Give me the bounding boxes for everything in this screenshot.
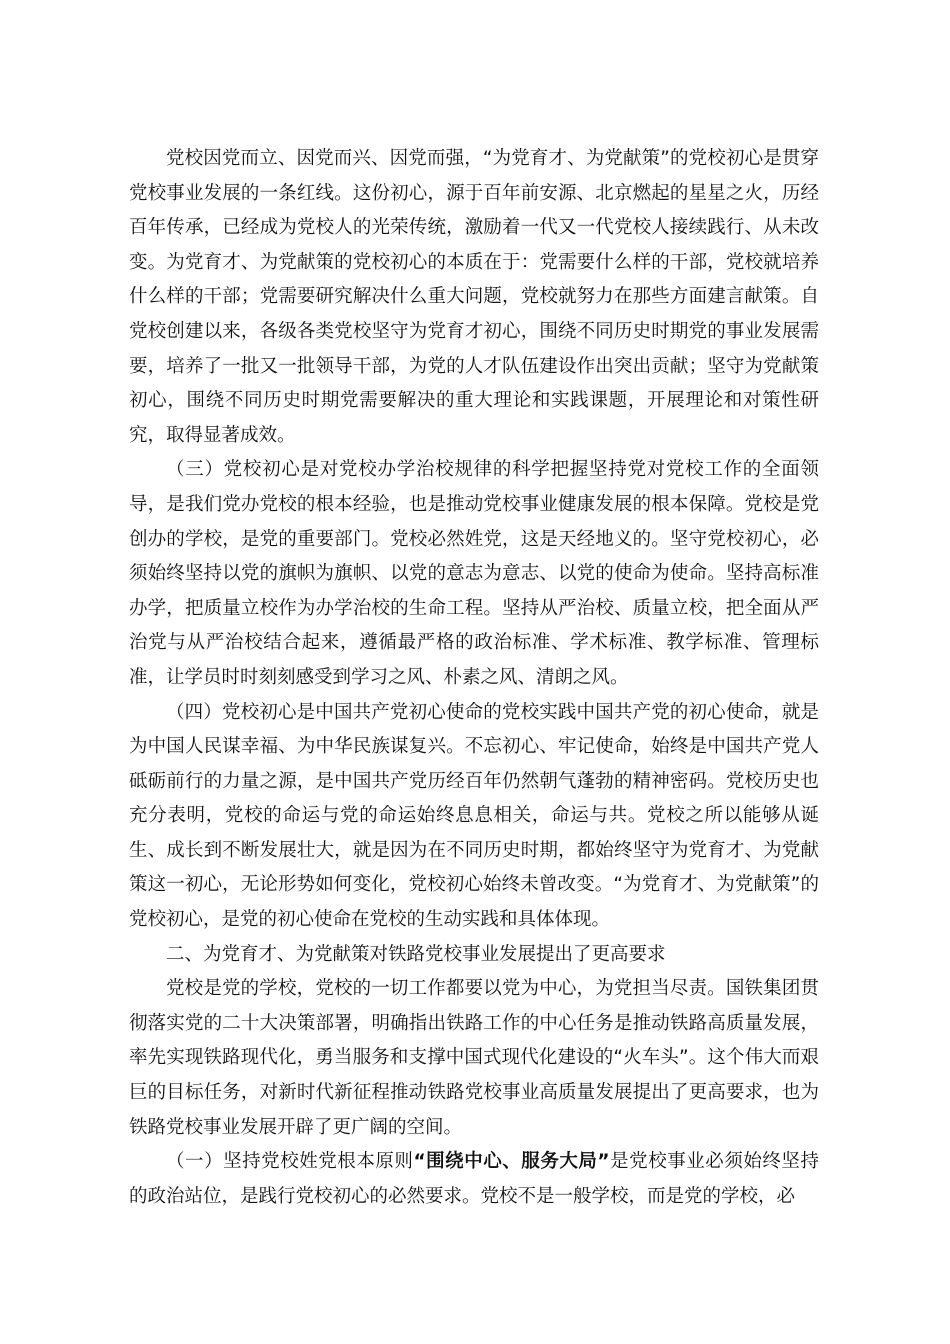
subsection-one-suffix: 是党校事业必须始终坚持的政治站位，是践行党校初心的必然要求。党校不是一般学校，而是党的学校，必 — [129, 1151, 819, 1207]
paragraph-section-four: （四）党校初心是中国共产党初心使命的党校实践中国共产党的初心使命，就是为中国人民谋幸福、为中华民族谋复兴。不忘初心、牢记使命，始终是中国共产党人砥砺前行的力量之源，是中国共产党历经百年仍然朝气蓬勃的精神密码。党校历史也充分表明，党校的命运与党的命运始终息息相关，命运与共。党校之所以能够从诞生、成长到不断发展壮大，就是因为在不同历史时期，都始终坚守为党育才、为党献策这一初心，无论形势如何变化，党校初心始终未曾改变。“为党育才、为党献策”的党校初心，是党的初心使命在党校的生动实践和具体体现。 — [129, 701, 819, 931]
paragraph-subsection-one — [129, 1145, 819, 1214]
section-heading-two: 二、为党育才、为党献策对铁路党校事业发展提出了更高要求 — [166, 943, 666, 965]
subsection-one-bold-phrase: “围绕中心、服务大局” — [413, 1151, 610, 1173]
paragraph-railway-party-school: 党校是党的学校，党校的一切工作都要以党为中心，为党担当尽责。国铁集团贯彻落实党的二十大决策部署，明确指出铁路工作的中心任务是推动铁路高质量发展，率先实现铁路现代化，勇当服务和支撑中国式现代化建设的“火车头”。这个伟大而艰巨的目标任务，对新时代新征程推动铁路党校事业高质量发展提出了更高要求，也为铁路党校事业发展开辟了更广阔的空间。 — [129, 978, 819, 1138]
document-body — [129, 142, 819, 1214]
paragraph-party-school-origin: 党校因党而立、因党而兴、因党而强，“为党育才、为党献策”的党校初心是贯穿党校事业发展的一条红线。这份初心，源于百年前安源、北京燃起的星星之火，历经百年传承，已经成为党校人的光荣传统，激励着一代又一代党校人接续践行、从未改变。为党育才、为党献策的党校初心的本质在于：党需要什么样的干部，党校就培养什么样的干部；党需要研究解决什么重大问题，党校就努力在那些方面建言献策。自党校创建以来，各级各类党校坚守为党育才初心，围绕不同历史时期党的事业发展需要，培养了一批又一批领导干部，为党的人才队伍建设作出突出贡献；坚守为党献策初心，围绕不同历史时期党需要解决的重大理论和实践课题，开展理论和对策性研究，取得显著成效。 — [129, 148, 819, 446]
paragraph-section-three: （三）党校初心是对党校办学治校规律的科学把握坚持党对党校工作的全面领导，是我们党办党校的根本经验，也是推动党校事业健康发展的根本保障。党校是党创办的学校，是党的重要部门。党校必然姓党，这是天经地义的。坚守党校初心，必须始终坚持以党的旗帜为旗帜、以党的意志为意志、以党的使命为使命。坚持高标准办学，把质量立校作为办学治校的生命工程。坚持从严治校、质量立校，把全面从严治党与从严治校结合起来，遵循最严格的政治标准、学术标准、教学标准、管理标准，让学员时时刻刻感受到学习之风、朴素之风、清朗之风。 — [129, 459, 819, 688]
subsection-one-prefix: （一）坚持党校姓党根本原则 — [166, 1151, 414, 1173]
